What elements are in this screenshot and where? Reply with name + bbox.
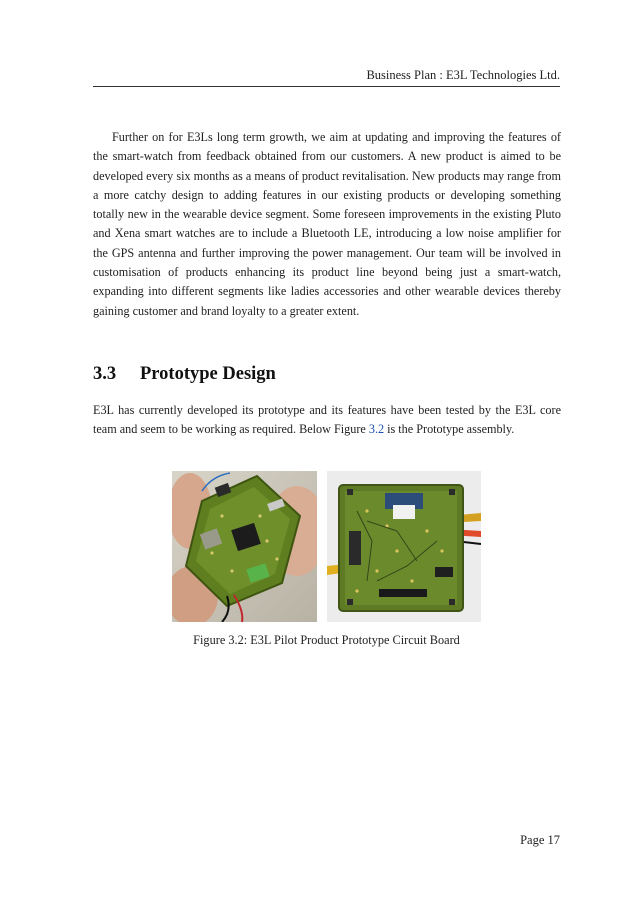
section-heading (93, 364, 276, 385)
hand-held-circuit-board-photo (172, 471, 317, 622)
paragraph-text-start: E3L has currently developed its prototype and its features have been tested by the E3L core team and seem to be working as required. Below Figure (93, 403, 561, 437)
figure-reference-link[interactable]: 3.2 (368, 422, 385, 437)
paragraph-text-end: is the Prototype assembly. (384, 422, 515, 437)
circuit-board-back-photo (327, 471, 481, 622)
figure-caption: Figure 3.2: E3L Pilot Product Prototype Circuit Board (193, 633, 460, 647)
body-paragraph-growth: Further on for E3Ls long term growth, we aim at updating and improving the features of the smart-watch from feedback obtained from our customers. A new product is aimed to be developed every six months as a means of product revitalisation. New products may range from a more catchy design to adding features in our existing products or developing something totally new in the wearable device segment. Some foreseen improvements in the existing Pluto and Xena smart watches are to include a Bluetooth LE, introducing a low noise amplifier for the GPS antenna and further improving the power management. Our team will be involved in customisation of products enhancing its product line beyond being just a smart-watch, expanding into different segments like ladies accessories and other wearable devices thereby gaining customer and brand loyalty to a greater extent. (93, 130, 561, 318)
figure-3-2 (172, 471, 482, 622)
section-title: Prototype Design (140, 364, 276, 384)
running-header: Business Plan : E3L Technologies Ltd. (366, 68, 560, 82)
page-number: Page 17 (520, 833, 560, 847)
header-rule (93, 86, 560, 87)
body-paragraph-prototype (93, 401, 561, 440)
section-number: 3.3 (93, 364, 117, 384)
